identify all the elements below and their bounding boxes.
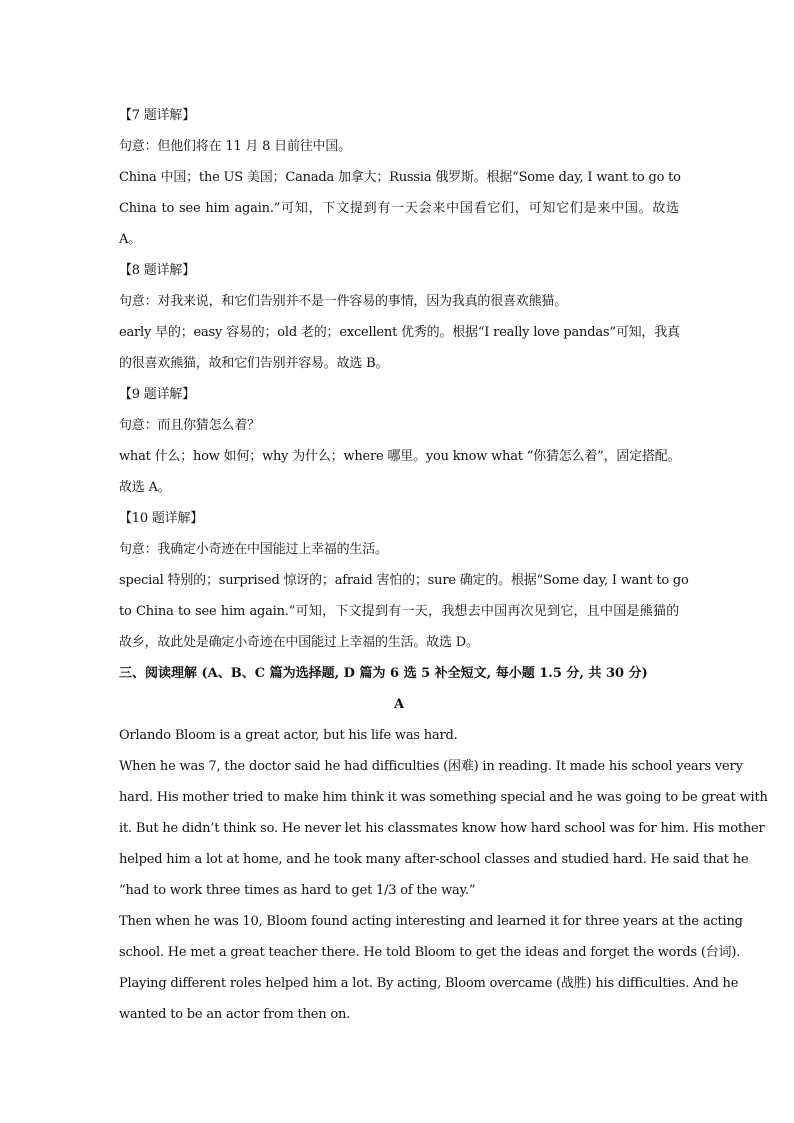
q7-explanation-line-1: China 中国；the US 美国；Canada 加拿大；Russia 俄罗斯。根据“Some day, I want to go to (119, 170, 681, 185)
q10-explanation-line-1: special 特别的；surprised 惊讶的；afraid 害怕的；sure 确定的。根据“Some day, I want to go (119, 573, 689, 588)
q10-heading: 【10 题详解】 (119, 511, 204, 526)
passage-a-paragraph-3-line-4: wanted to be an actor from then on. (119, 1007, 351, 1022)
q7-meaning: 句意：但他们将在 11 月 8 日前往中国。 (119, 139, 351, 154)
q8-explanation-line-1: early 早的；easy 容易的；old 老的；excellent 优秀的。根据“I really love pandas”可知，我真 (119, 325, 680, 340)
q7-heading: 【7 题详解】 (119, 108, 196, 123)
passage-a-paragraph-1: Orlando Bloom is a great actor, but his life was hard. (119, 728, 458, 743)
document-content (119, 100, 768, 1030)
q9-heading: 【9 题详解】 (119, 387, 196, 402)
q8-meaning: 句意：对我来说，和它们告别并不是一件容易的事情，因为我真的很喜欢熊猫。 (119, 294, 568, 309)
passage-a-title: A (393, 697, 405, 712)
q10-meaning: 句意：我确定小奇迹在中国能过上幸福的生活。 (119, 542, 388, 557)
q8-heading: 【8 题详解】 (119, 263, 196, 278)
q9-meaning: 句意：而且你猜怎么着？ (119, 418, 260, 433)
passage-a-paragraph-3-line-3: Playing different roles helped him a lot. By acting, Bloom overcame (战胜) his difficulties. And he (119, 976, 739, 991)
q10-explanation-line-2: to China to see him again.”可知，下文提到有一天，我想去中国再次见到它，且中国是熊猫的 (119, 604, 679, 619)
passage-a-paragraph-2-line-4: helped him a lot at home, and he took many after-school classes and studied hard. He said that he (119, 852, 749, 867)
passage-a-paragraph-3-line-1: Then when he was 10, Bloom found acting interesting and learned it for three years at the acting (119, 914, 743, 929)
passage-a-paragraph-2-line-2: hard. His mother tried to make him think it was something special and he was going to be great with (119, 790, 768, 805)
q10-explanation-line-3: 故乡，故此处是确定小奇迹在中国能过上幸福的生活。故选 D。 (119, 635, 479, 650)
q9-explanation-line-1: what 什么；how 如何；why 为什么；where 哪里。you know what “你猜怎么着”，固定搭配。 (119, 449, 681, 464)
passage-a-paragraph-3-line-2: school. He met a great teacher there. He told Bloom to get the ideas and forget the words (台词). (119, 945, 741, 960)
section-three-heading: 三、阅读理解 (A、B、C 篇为选择题, D 篇为 6 选 5 补全短文, 每小题 1.5 分, 共 30 分) (119, 666, 648, 681)
q7-answer: A。 (119, 232, 141, 247)
passage-a-paragraph-2-line-1: When he was 7, the doctor said he had difficulties (困难) in reading. It made his school years very (119, 759, 743, 774)
passage-a-paragraph-2-line-5: “had to work three times as hard to get 1/3 of the way.” (119, 883, 476, 898)
q7-explanation-line-2: China to see him again.”可知，下文提到有一天会来中国看它们，可知它们是来中国。故选 (119, 201, 679, 216)
q9-answer: 故选 A。 (119, 480, 171, 495)
passage-a-paragraph-2-line-3: it. But he didn’t think so. He never let his classmates know how hard school was for him. His mother (119, 821, 765, 836)
q8-explanation-line-2: 的很喜欢熊猫，故和它们告别并容易。故选 B。 (119, 356, 389, 371)
